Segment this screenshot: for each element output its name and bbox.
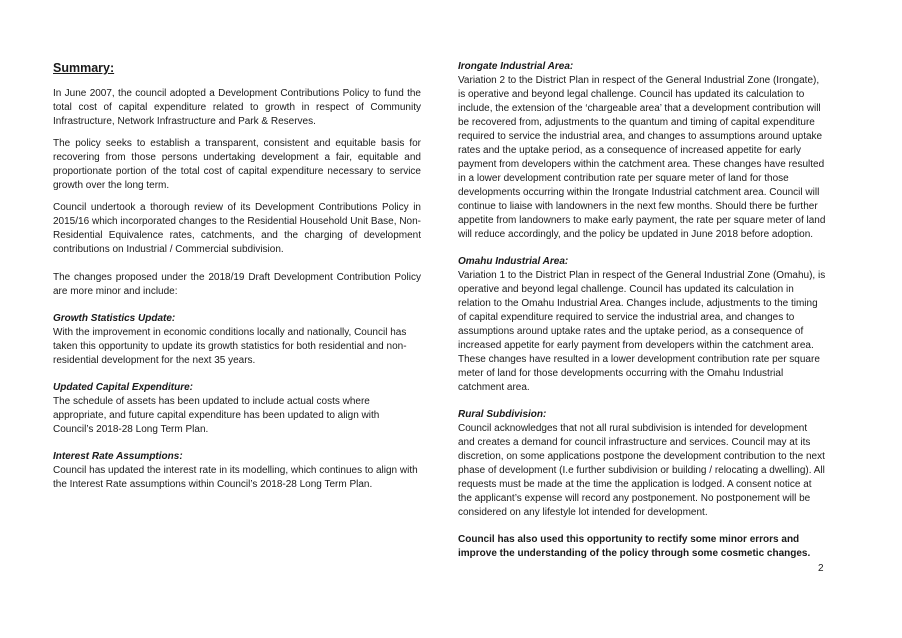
interest-rate-heading: Interest Rate Assumptions: <box>53 451 183 462</box>
growth-statistics-text: With the improvement in economic conditions locally and nationally, Council has taken this opportunity to update its growth statistics for both residential and non-residential development for the next 35 years. <box>53 327 407 366</box>
page-number: 2 <box>818 563 824 574</box>
rural-subdivision-heading: Rural Subdivision: <box>458 409 547 420</box>
capital-expenditure-heading: Updated Capital Expenditure: <box>53 382 194 393</box>
omahu-text: Variation 1 to the District Plan in respect of the General Industrial Zone (Omahu), is operative and beyond legal challenge. Council has updated its calculation in relation to the Omahu Industrial Area. Changes include, adjustments to the timing of capital expenditure required to service the industrial area, and changes to assumptions around uptake rates and the uptake period, as a consequence of increased appetite for early payment from developers within the catchment area. These changes have resulted in a lower development contribution rate per square meter of land for those developments occurring with the Omahu Industrial catchment area. <box>458 270 826 393</box>
rural-subdivision-text: Council acknowledges that not all rural subdivision is intended for development and creates a demand for council infrastructure and services. Council may at its discretion, on some applications postpone the development contribution to the next phase of development (I.e further subdivision or building / relocating a dwelling). All requests must be made at the time the application is lodged. A consent notice at the applicant’s expense will record any postponement. No postponement will be considered on any lifestyle lot intended for development. <box>458 423 825 518</box>
summary-paragraph-4: The changes proposed under the 2018/19 Draft Development Contribution Policy are more minor and include: <box>53 272 421 297</box>
summary-paragraph-1: In June 2007, the council adopted a Development Contributions Policy to fund the total cost of capital expenditure related to growth in respect of Community Infrastructure, Network Infrastructure and Park & Reserves. <box>53 88 421 127</box>
irongate-text: Variation 2 to the District Plan in respect of the General Industrial Zone (Irongate), is operative and beyond legal challenge. Council has updated its calculation to include, the extension of the ‘chargeable area’ that a development contribution will be recovered from, adjustments to the quantum and timing of capital expenditure required to service the industrial area, and changes to assumptions around uptake rates and the uptake period, as a consequence of increased appetite for early payment from developers within the catchment area. These changes have resulted in a lower development contribution rate per square meter of land for those developments occurring within the Irongate Industrial catchment area. Council will continue to liaise with landowners in the next few months. Should there be further appetite from landowners to make early payment, the rate per square meter of land will reduce accordingly, and the policy be updated in June 2018 before adoption. <box>458 75 826 240</box>
closing-statement: Council has also used this opportunity to rectify some minor errors and improve the understanding of the policy through some cosmetic changes. <box>458 534 811 559</box>
irongate-heading: Irongate Industrial Area: <box>458 61 574 72</box>
interest-rate-text: Council has updated the interest rate in its modelling, which continues to align with the Interest Rate assumptions within Council’s 2018-28 Long Term Plan. <box>53 465 418 490</box>
right-column <box>458 60 826 561</box>
summary-paragraph-2: The policy seeks to establish a transparent, consistent and equitable basis for recovering from those persons undertaking development a fair, equitable and proportionate portion of the total cost of capital expenditure necessary to service growth over the long term. <box>53 138 421 191</box>
left-column <box>53 60 421 492</box>
growth-statistics-heading: Growth Statistics Update: <box>53 313 176 324</box>
omahu-heading: Omahu Industrial Area: <box>458 256 569 267</box>
summary-paragraph-3: Council undertook a thorough review of its Development Contributions Policy in 2015/16 which incorporated changes to the Residential Household Unit Base, Non-Residential Equivalence rates, catchments, and the charging of development contributions on Industrial / Commercial subdivision. <box>53 202 421 255</box>
capital-expenditure-text: The schedule of assets has been updated to include actual costs where appropriate, and future capital expenditure has been updated to align with Council’s 2018-28 Long Term Plan. <box>53 396 380 435</box>
summary-heading: Summary: <box>53 61 115 75</box>
